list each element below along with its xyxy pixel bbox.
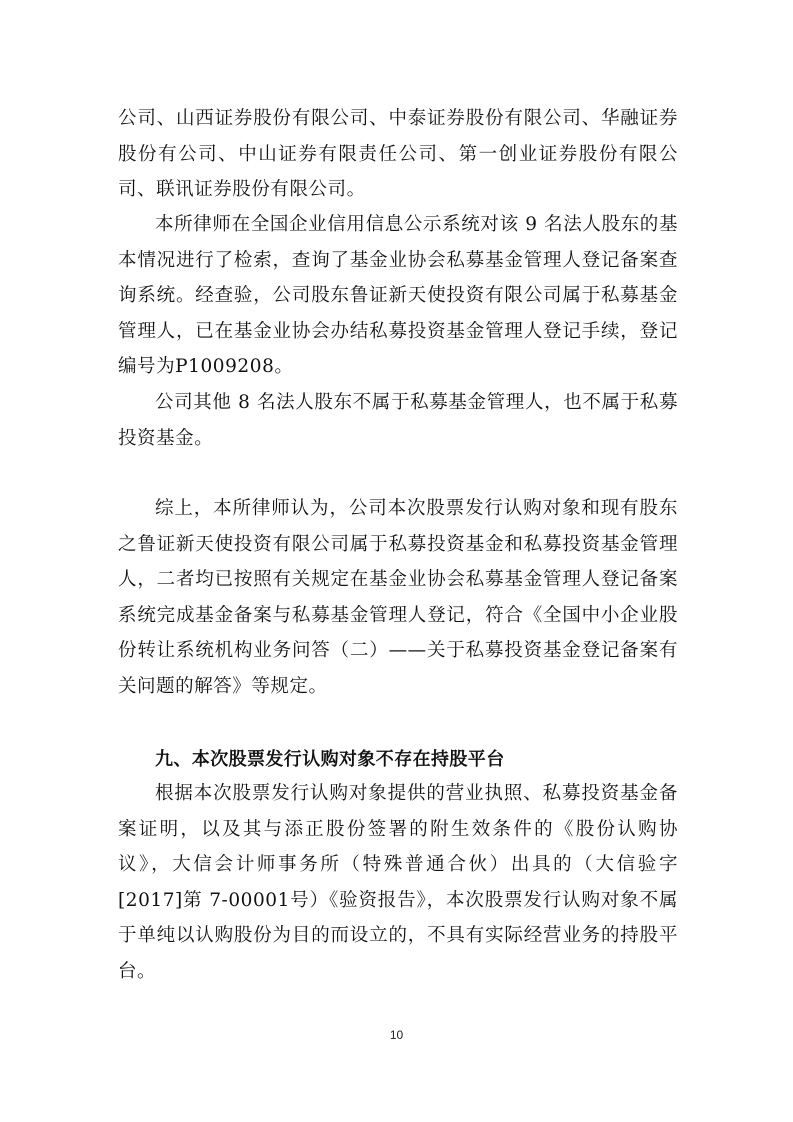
paragraph-securities-list: 公司、山西证券股份有限公司、中泰证券股份有限公司、华融证券股份有公司、中山证券有限责任公司、第一创业证券股份有限公司、联讯证券股份有限公司。 <box>118 108 678 200</box>
paragraph-no-shareholding-platform: 根据本次股票发行认购对象提供的营业执照、私募投资基金备案证明，以及其与添正股份签署的附生效条件的《股份认购协议》，大信会计师事务所（特殊普通合伙）出具的（大信验字[2017]第 7-00001号）《验资报告》，本次股票发行认购对象不属于单纯以认购股份为目的而设立的，不具有实际经营业务的持股平台。 <box>118 783 678 982</box>
paragraph-conclusion: 综上，本所律师认为，公司本次股票发行认购对象和现有股东之鲁证新天使投资有限公司属于私募投资基金和私募投资基金管理人，二者均已按照有关规定在基金业协会私募基金管理人登记备案系统完成基金备案与私募基金管理人登记，符合《全国中小企业股份转让系统机构业务问答（二）——关于私募投资基金登记备案有关问题的解答》等规定。 <box>118 498 678 697</box>
paragraph-other-shareholders: 公司其他 8 名法人股东不属于私募基金管理人，也不属于私募投资基金。 <box>118 392 678 449</box>
section-heading: 九、本次股票发行认购对象不存在持股平台 <box>155 749 505 770</box>
page-number: 10 <box>389 1028 404 1042</box>
paragraph-shareholder-check: 本所律师在全国企业信用信息公示系统对该 9 名法人股东的基本情况进行了检索，查询了基金业协会私募基金管理人登记备案查询系统。经查验，公司股东鲁证新天使投资有限公司属于私募基金管理人，已在基金业协会办结私募投资基金管理人登记手续，登记编号为P1009208。 <box>118 214 678 377</box>
